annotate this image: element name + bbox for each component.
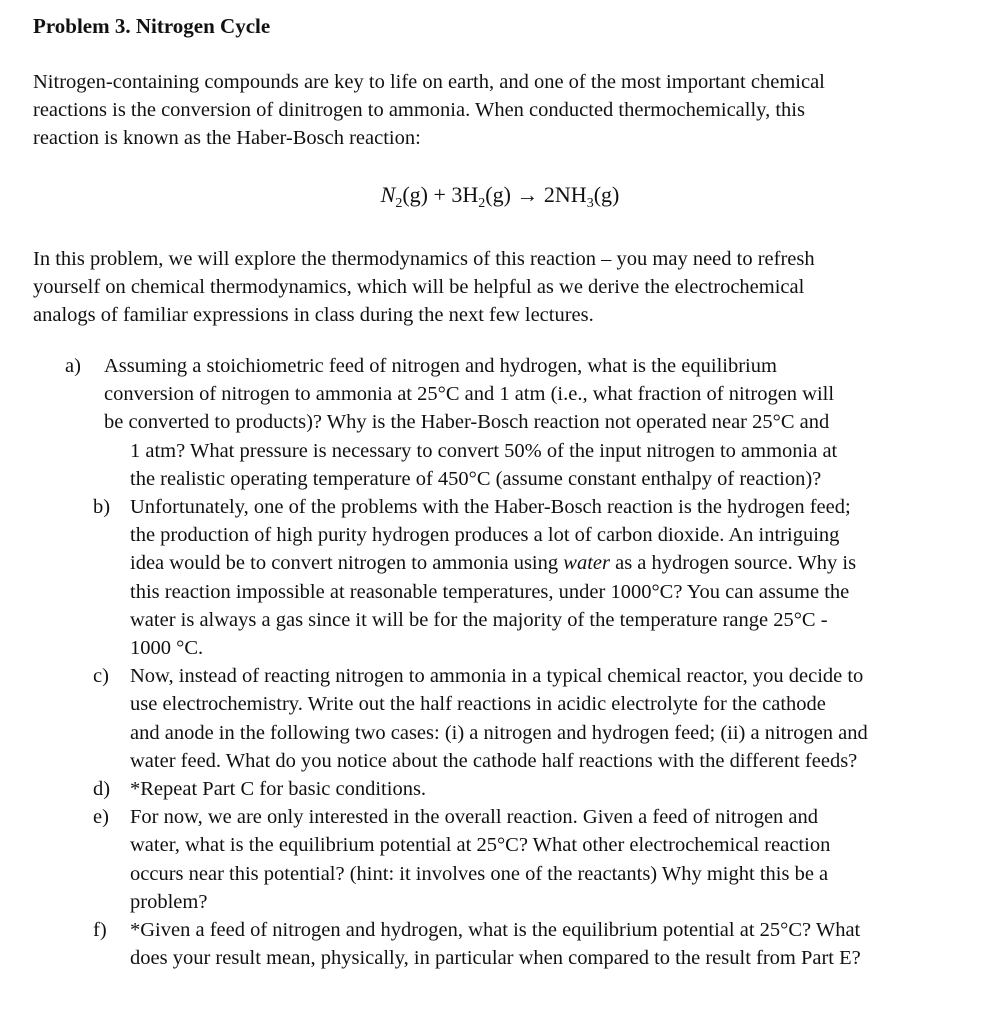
part-a-line: be converted to products)? Why is the Haber-Bosch reaction not operated near 25°C and bbox=[104, 411, 830, 434]
equation-n-subscript: 2 bbox=[395, 196, 403, 211]
part-e-line: problem? bbox=[130, 890, 208, 913]
intro-line: reaction is known as the Haber-Bosch reaction: bbox=[33, 127, 421, 149]
part-label: b) bbox=[93, 496, 111, 519]
part-label: e) bbox=[93, 806, 109, 829]
part-b-line: the production of high purity hydrogen produces a lot of carbon dioxide. An intriguing bbox=[130, 524, 840, 547]
intro-line: reactions is the conversion of dinitrogen to ammonia. When conducted thermochemically, this bbox=[33, 99, 805, 121]
part-b-text: as a hydrogen source. Why is bbox=[609, 552, 857, 575]
part-a-line: Assuming a stoichiometric feed of nitrogen and hydrogen, what is the equilibrium bbox=[104, 355, 777, 377]
part-c-line: water feed. What do you notice about the cathode half reactions with the different feeds? bbox=[130, 749, 858, 772]
equation-part-3: (g) bbox=[593, 182, 620, 207]
part-d bbox=[0, 775, 1000, 803]
problem-title: Problem 3. Nitrogen Cycle bbox=[33, 14, 271, 38]
part-label: d) bbox=[93, 778, 111, 801]
problem-parts-list bbox=[0, 352, 1000, 972]
intro-line: Nitrogen-containing compounds are key to life on earth, and one of the most important chemical bbox=[33, 71, 825, 93]
equation-nh-subscript: 3 bbox=[586, 196, 594, 211]
context-line: In this problem, we will explore the thermodynamics of this reaction – you may need to refresh bbox=[33, 248, 815, 270]
part-label: c) bbox=[93, 665, 109, 688]
part-f-line: does your result mean, physically, in particular when compared to the result from Part E? bbox=[130, 947, 861, 970]
equation-part-2: (g) → 2NH bbox=[485, 182, 587, 207]
equation-h-subscript: 2 bbox=[478, 196, 486, 211]
equation-n: N bbox=[380, 182, 396, 207]
part-e-line: occurs near this potential? (hint: it involves one of the reactants) Why might this be a bbox=[130, 862, 829, 885]
part-b-line: 1000 °C. bbox=[130, 637, 204, 660]
part-label: a) bbox=[65, 355, 81, 377]
part-d-line: *Repeat Part C for basic conditions. bbox=[130, 778, 427, 801]
intro-paragraph bbox=[33, 68, 973, 152]
part-b-text: idea would be to convert nitrogen to ammonia using bbox=[130, 552, 564, 575]
part-c bbox=[0, 662, 1000, 775]
part-f bbox=[0, 916, 1000, 972]
part-c-line: use electrochemistry. Write out the half reactions in acidic electrolyte for the cathode bbox=[130, 693, 826, 716]
equation-part-1: (g) + 3H bbox=[402, 182, 479, 207]
part-b-line: water is always a gas since it will be for the majority of the temperature range 25°C - bbox=[130, 608, 828, 631]
part-label: f) bbox=[93, 919, 107, 942]
part-b-line bbox=[130, 549, 1000, 577]
part-e-line: For now, we are only interested in the overall reaction. Given a feed of nitrogen and bbox=[130, 806, 819, 829]
part-b-line: this reaction impossible at reasonable temperatures, under 1000°C? You can assume the bbox=[130, 580, 850, 603]
context-line: yourself on chemical thermodynamics, which will be helpful as we derive the electrochemical bbox=[33, 276, 805, 298]
part-c-line: and anode in the following two cases: (i) a nitrogen and hydrogen feed; (ii) a nitrogen and bbox=[130, 721, 868, 744]
part-a-line: the realistic operating temperature of 450°C (assume constant enthalpy of reaction)? bbox=[130, 467, 822, 490]
part-a bbox=[0, 352, 1000, 493]
part-a-line: 1 atm? What pressure is necessary to convert 50% of the input nitrogen to ammonia at bbox=[130, 439, 838, 462]
part-a-line: conversion of nitrogen to ammonia at 25°C and 1 atm (i.e., what fraction of nitrogen will bbox=[104, 383, 835, 406]
context-paragraph bbox=[33, 245, 973, 329]
part-b-emphasis-water: water bbox=[563, 552, 610, 575]
haber-bosch-equation bbox=[0, 180, 1000, 214]
part-e-line: water, what is the equilibrium potential at 25°C? What other electrochemical reaction bbox=[130, 834, 831, 857]
part-f-line: *Given a feed of nitrogen and hydrogen, what is the equilibrium potential at 25°C? What bbox=[130, 919, 861, 942]
part-b-line: Unfortunately, one of the problems with the Haber-Bosch reaction is the hydrogen feed; bbox=[130, 496, 851, 519]
part-c-line: Now, instead of reacting nitrogen to ammonia in a typical chemical reactor, you decide to bbox=[130, 665, 864, 688]
part-e bbox=[0, 803, 1000, 916]
part-b bbox=[0, 493, 1000, 662]
context-line: analogs of familiar expressions in class during the next few lectures. bbox=[33, 304, 594, 326]
